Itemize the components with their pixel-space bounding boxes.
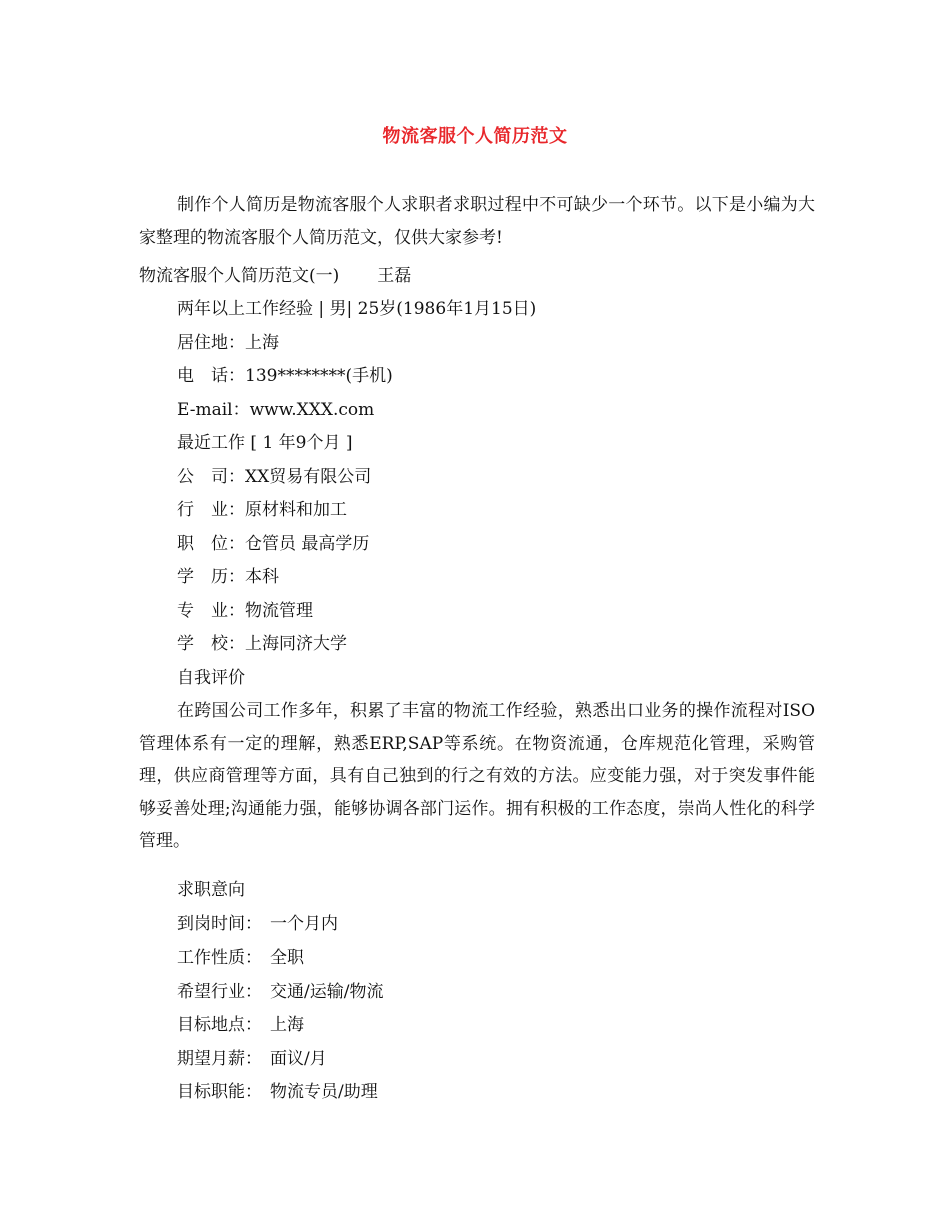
sample-heading-line — [139, 264, 411, 288]
intention-value: 上海 — [270, 1015, 304, 1035]
intention-value: 一个月内 — [270, 914, 338, 934]
intention-value: 面议/月 — [270, 1049, 327, 1069]
intention-row — [177, 946, 304, 970]
intention-row — [177, 1047, 327, 1071]
intention-heading: 求职意向 — [177, 880, 245, 900]
basic-info: 两年以上工作经验 | 男| 25岁(1986年1月15日) — [177, 299, 537, 319]
self-eval-paragraph: 在跨国公司工作多年，积累了丰富的物流工作经验，熟悉出口业务的操作流程对ISO管理体系有一定的理解，熟悉ERP,SAP等系统。在物资流通，仓库规范化管理，采购管理，供应商管理等方面，具有自己独到的行之有效的方法。应变能力强，对于突发事件能够妥善处理;沟通能力强，能够协调各部门运作。拥有积极的工作态度，崇尚人性化的科学管理。 — [139, 701, 815, 851]
intention-label: 期望月薪： — [177, 1049, 262, 1069]
recent-work: 最近工作 [ 1 年9个月 ] — [177, 433, 353, 453]
residence: 居住地：上海 — [177, 333, 279, 353]
intention-label: 工作性质： — [177, 948, 262, 968]
document-title: 物流客服个人简历范文 — [382, 126, 568, 147]
major: 专 业：物流管理 — [177, 601, 313, 621]
intention-row — [177, 1013, 304, 1037]
phone: 电 话：139********(手机) — [177, 366, 393, 386]
intention-row — [177, 1080, 378, 1104]
school: 学 校：上海同济大学 — [177, 634, 347, 654]
intention-label: 希望行业： — [177, 982, 262, 1002]
intention-value: 物流专员/助理 — [270, 1082, 378, 1102]
intention-label: 目标职能： — [177, 1082, 262, 1102]
intention-value: 全职 — [270, 948, 304, 968]
email: E-mail：www.XXX.com — [177, 400, 375, 420]
candidate-name: 王磊 — [377, 266, 412, 286]
intention-label: 到岗时间： — [177, 914, 262, 934]
intention-row — [177, 980, 383, 1004]
intention-label: 目标地点： — [177, 1015, 262, 1035]
position: 职 位：仓管员 最高学历 — [177, 534, 370, 554]
self-eval-heading: 自我评价 — [177, 668, 245, 688]
industry: 行 业：原材料和加工 — [177, 500, 347, 520]
intention-row — [177, 912, 338, 936]
intention-value: 交通/运输/物流 — [270, 982, 384, 1002]
company: 公 司：XX贸易有限公司 — [177, 467, 372, 487]
education: 学 历：本科 — [177, 567, 279, 587]
intro-paragraph: 制作个人简历是物流客服个人求职者求职过程中不可缺少一个环节。以下是小编为大家整理的物流客服个人简历范文，仅供大家参考! — [139, 195, 815, 248]
sample-heading: 物流客服个人简历范文(一) — [139, 266, 340, 286]
